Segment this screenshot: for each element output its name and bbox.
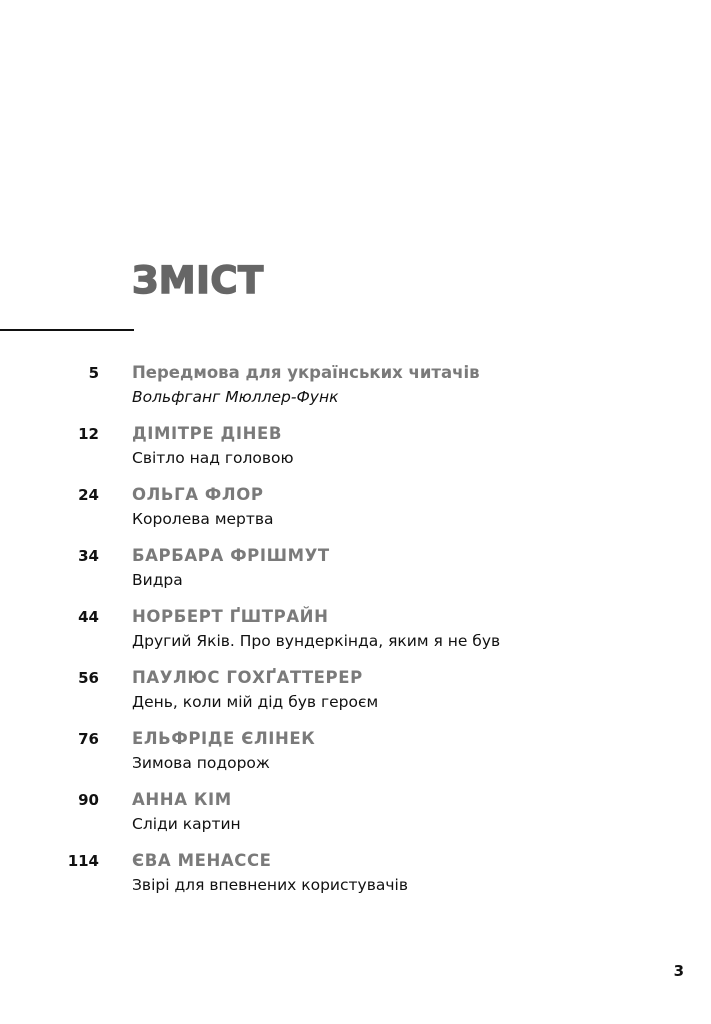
toc-page-number: 5 <box>88 364 99 382</box>
toc-entry-kim[interactable] <box>0 788 711 849</box>
toc-entry-jelinek[interactable] <box>0 727 711 788</box>
toc-entry-hochgatterer[interactable] <box>0 666 711 727</box>
toc-story-title: Сліди картин <box>132 815 241 833</box>
page-title: ЗМІСТ <box>132 259 264 302</box>
toc-page-number: 34 <box>78 547 99 565</box>
toc-page-number: 44 <box>78 608 99 626</box>
toc-page-number: 56 <box>78 669 99 687</box>
toc-page-number: 114 <box>67 852 99 870</box>
toc-entry-gstrein[interactable] <box>0 605 711 666</box>
toc-author: АННА КІМ <box>132 790 232 809</box>
toc-page-number: 76 <box>78 730 99 748</box>
toc-story-title: Звірі для впевнених користувачів <box>132 876 408 894</box>
toc-story-title: День, коли мій дід був героєм <box>132 693 379 711</box>
toc-subtitle: Вольфганг Мюллер-Функ <box>132 388 339 406</box>
toc-page-number: 24 <box>78 486 99 504</box>
page-number: 3 <box>673 962 684 980</box>
table-of-contents <box>0 361 711 910</box>
toc-author: ПАУЛЮС ГОХҐАТТЕРЕР <box>132 668 363 687</box>
toc-entry-dinev[interactable] <box>0 422 711 483</box>
toc-author: БАРБАРА ФРІШМУТ <box>132 546 330 565</box>
toc-story-title: Світло над головою <box>132 449 294 467</box>
toc-entry-flor[interactable] <box>0 483 711 544</box>
toc-title: Передмова для українських читачів <box>132 363 480 382</box>
toc-story-title: Другий Яків. Про вундеркінда, яким я не був <box>132 632 501 650</box>
toc-story-title: Видра <box>132 571 183 589</box>
toc-page-number: 12 <box>78 425 99 443</box>
toc-author: ОЛЬГА ФЛОР <box>132 485 264 504</box>
toc-entry-foreword[interactable] <box>0 361 711 422</box>
toc-entry-menasse[interactable] <box>0 849 711 910</box>
toc-story-title: Зимова подорож <box>132 754 270 772</box>
toc-entry-frischmuth[interactable] <box>0 544 711 605</box>
toc-author: НОРБЕРТ ҐШТРАЙН <box>132 607 329 626</box>
toc-author: ЕЛЬФРІДЕ ЄЛІНЕК <box>132 729 316 748</box>
toc-author: ДІМІТРЕ ДІНЕВ <box>132 424 283 443</box>
toc-page-number: 90 <box>78 791 99 809</box>
toc-story-title: Королева мертва <box>132 510 274 528</box>
toc-author: ЄВА МЕНАССЕ <box>132 851 272 870</box>
heading-rule <box>0 329 134 331</box>
